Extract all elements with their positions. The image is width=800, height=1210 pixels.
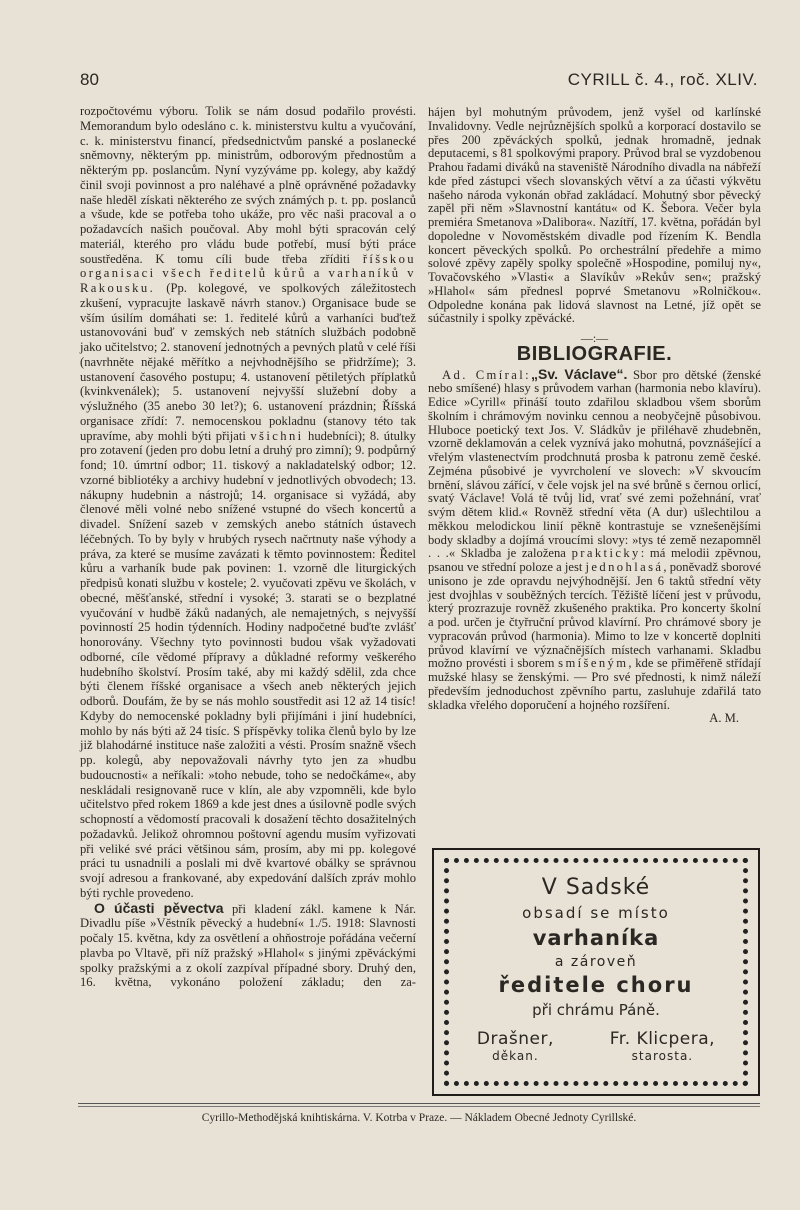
running-head: CYRILL č. 4., roč. XLIV. xyxy=(567,70,758,89)
paragraph xyxy=(428,106,761,326)
review-signature: A. M. xyxy=(709,712,739,726)
emphasized-text: Ad. Cmíral: xyxy=(442,367,532,382)
emphasized-text: říšskou organisaci všech ředitelů kůrů a varhaníků v Rakousku. xyxy=(80,251,416,295)
bibliography-entry xyxy=(428,365,761,713)
emphasized-text: jednohlasá xyxy=(585,560,664,574)
ad-text: obsadí se místo xyxy=(522,904,670,922)
bold-lead-in: „Sv. Václave“. xyxy=(531,365,628,382)
text-run: : má melodii zpěvnou, psanou ve střední poloze a jest xyxy=(428,546,761,574)
ad-signer-title: starosta. xyxy=(631,1049,694,1063)
page-number: 80 xyxy=(80,70,99,89)
text-run: hájen byl mohutným průvodem, jenž vyšel od karlínské Invalidovny. Vedle nejrůznějších spolků a korporací dostavilo se přes 200 zpěváckých spolků, jednak hromadně, jednak deputacemi, s 81 spolkovými prapory. Průvod bral se vyzdobenou Prahou řadami diváků na staveniště Národního divadla na nábřeží kde před zástupci všech slovanských větví a za účasti výkvětu našeho národa vykonán obřad zakládací. Mohutný sbor pěvecký zapěl při něm »Slavnostní kantátu« od K. Šebora. Večer byla premiéra Smetanova »Dalibora«. Nazítří, 17. května, pořádán byl dopoledne v Novoměstském divadle pod řízením K. Bendla koncert pěveckých spolků. Po orchestrální předehře a mimo solové zpěvy zapěly spolky společně »Hospodine, pomiluj ny«, Tovačovského »Vlasti« a Slavíkův »Rekův sen«; pražský »Hlahol« sám přednesl poprvé Smetanovu »Rolničkou«. Odpoledne konána pak lidová slavnost na Letné, jíž opět se súčastnily i spolky zpěvácké. xyxy=(428,105,761,326)
text-run: rozpočtovému výboru. Tolik se nám dosud podařilo provésti. Memorandum bylo odesláno c. k. ministerstvu kultu a vyučování, c. k. ministerstvu financí, předsednictvům panské a poslanecké sněmovny, některým pp. ministrům, odborovým přednostům a některým pp. poslancům. Nyní vyzýváme pp. kolegy, aby každý činil svoji povinnost a pro naléhavé a plně oprávněné požadavky naše hleděl získati některého ze svých známých p. t. pp. poslanců a všude, kde se potřeba toho ukáže, pro věc naši pracoval a o požadavcích našich poučoval. Aby mohl býti spracován celý materiál, kterého pro vládu bude potřebí, musí býti práce soustředěna. K tomu cíli bude třeba zříditi xyxy=(80,104,416,266)
text-run: hudebníci); 8. útulky pro zotavení (jeden pro dobu letní a druhý pro zimní); 9. podpůrný fond; 10. úmrtní odbor; 11. tiskový a nakladatelský odbor; 12. vzorné bibliotéky a archivy hudební v jednotlivých obvodech; 13. nákupny hudebnin a nástrojů; 14. organisace si vyžádá, aby členové měli volné nebo snížené vstupné do všech koncertů a divadel. Snížení sazeb v zemských anebo státních ústavech léčebných. To by byly v hrubých rysech načrtnuty naše výhody a práva, za které se musíme zavázati k těmto povinnostem: Ředitel kůru a varhaník bude pak povinen: 1. vzorně dle liturgických předpisů konati službu v kostele; 2. vyučovati zpěvu ve školách, v obecné, měšťanské, střední i vysoké; 3. starati se o bezplatné vyučování v hudbě žáků nadaných, ale nemajetných, s nejvyšší povinností 25 hodin týdenních. Hodiny nadpočetné buďte zvlášť honorovány. Všechny tyto povinnosti budou však vyžadovati odborné, cíle vědomé přípravy a důkladné reformy veškerého hudebního školství. Prosím také, aby mi každý sdělil, zda chce býti členem říšské organisace a všech aneb některých jejich odborů. Doufám, že by se nás mohlo soustředit asi 12 až 14 tisíc! Kdyby do nemocenské pokladny byli přijímáni i jiní hudebníci, mohlo by nás býti až 24 tisíc. S příspěvky tolika členů bylo by lze již blahodárné instituce naše založiti a vésti. Prosím snažně všech pp. kolegů, aby nepovažovali návrhy tyto jen za »hudbu budoucnosti« a neříkali: »toho nebude, toho se nedočkáme«, aby neskládali resignovaně ruce v klín, ale aby vzpomněli, kde bylo učitelstvo před rokem 1869 a kde jest dnes a úsilovně podle svých schopností a vědomostí pracovali k dosažení těchto dosažitelných požadavků. Jelikož ohromnou poštovní agendu musím vyřizovati při veliké své práci většinou sám, prosím, aby mi pp. kolegové práci tu usnadnili a poslali mi dvě kvartové obálky se správnou svojí adresou a frankované, aby expedování dalších zpráv mohlo býti rychle provedeno. xyxy=(80,428,416,900)
text-run: , poněvadž sborové unisono je zde opravdu nejvýhodnější. Jen 6 taktů střední věty jest dvojhlas v souběžných tercích. Těžiště líčení jest v průvodu, který prozrazuje rovněž zkušeného praktika. Pro koncerty školní a pod. určen je čtyřruční průvod klavírní. Pro chrámové sbory je vypracován průvod (harmonia). Mimo to lze v koncertě doplniti průvod klavírní ve význačnějších místech varhanami. Skladbu možno provésti i sborem xyxy=(428,560,761,671)
emphasized-text: smíšeným xyxy=(558,656,629,671)
left-column xyxy=(80,104,416,990)
text-run: Sbor pro dětské (ženské nebo smíšené) hlasy s průvodem varhan (harmonia nebo klavíru). Edice »Cyrill« přináší touto zdařilou skladbou všem sborům školním i chrámovým novinku cennou a neobyčejně působivou. Hluboce poetický text Jos. V. Sládkův je přiléhavě zhudebněn, vzorně deklamován a celek vyznívá jako mohutná, povznášející a vřelým vlastenectvím prodchnutá prosba k patronu země české. Zejména působivé je vyvrcholení ve slovech: »V skvoucím brnění, slávou zářící, v čele vojsk jel na své brůně s černou orlicí, svatý Václave! Volá tě tvůj lid, vrať své zemi požehnání, vrať svým dětem klid.« Rovněž střední věta (A dur) ušlechtilou a měkkou melodickou linií pěkně kontrastuje se vznešenějšími body skladby a dojímá vroucími slovy: »tys té země nezapomněl . . .« Skladba je založena xyxy=(428,367,761,561)
ad-signer xyxy=(477,1029,554,1063)
ad-signer xyxy=(610,1029,715,1063)
advertisement-dotted-border xyxy=(444,858,748,1086)
ad-signer-name: Fr. Klicpera, xyxy=(609,1029,716,1049)
paragraph xyxy=(80,901,416,991)
ad-position-choirmaster: ředitele choru xyxy=(498,973,694,997)
imprint-footer: Cyrillo-Methodějská knihtiskárna. V. Kotrba v Praze. — Nákladem Obecné Jednoty Cyrillské. xyxy=(201,1112,637,1124)
ad-position-organist: varhaníka xyxy=(532,926,660,950)
emphasized-text: všichni xyxy=(250,428,304,443)
text-run: při kladení zákl. kamene k Nár. Divadlu píše »Věstník pěvecký a hudební« 1./5. 1918: Slavnosti počaly 15. května, kdy za osvětlení a ohňostroje pořádána večerní plavba po Vltavě, při níž pražský »Hlahol« s jinými zpěváckými spolky pražskými a z okolí zazpíval případné sbory. Druhý den, 16. května, vykonáno položení základu; den za- xyxy=(80,901,417,990)
ad-signer-name: Drašner, xyxy=(476,1029,554,1049)
separator: —:— xyxy=(580,331,609,345)
footer-rule xyxy=(78,1103,760,1107)
section-title: BIBLIOGRAFIE. xyxy=(516,342,673,365)
ad-text: a zároveň xyxy=(554,954,638,970)
advertisement-box xyxy=(432,848,760,1096)
ad-place: V Sadské xyxy=(541,875,651,900)
right-column xyxy=(428,106,761,726)
emphasized-text: prakticky xyxy=(571,546,641,561)
right-column-article xyxy=(428,106,761,326)
paragraph xyxy=(80,104,416,901)
text-run: , kde se přiměřeně střídají mužské hlasy se ženskými. — Pro své přednosti, k nimž náleží především jednoduchost zpěvního partu, zasluhuje zdařilá tato skladka vřelého doporučení a hojného rozšíření. xyxy=(428,656,761,712)
ad-text: při chrámu Páně. xyxy=(532,1001,660,1019)
ad-signer-title: děkan. xyxy=(492,1049,539,1063)
ad-signatories xyxy=(449,1029,743,1063)
text-run: (Pp. kolegové, ve spolkových záležitostech zkušení, vypracujte laskavě návrh stanov.) Organisace bude se vším úsilím domáhati se: 1. ředitelé kůrů a varhaníci buďtež ustanovováni buď v zemských neb státních službách podobně jako učitelstvo; 2. stanovení jednotných a pevných platů v celé říši (navrhněte nějaké měřítko a nejvhodnějšího se přidržíme); 3. ustanovení časového postupu; 4. ustanovení pětiletých příplatků (kvinkvenálek); 5. ustanovení nejvyšší služební doby a výslužného (35 anebo 30 let?); 6. ustanovení prázdnin; Říšská organisace zřídí: 7. nemocenskou pokladnu (stanovy této tak upravíme, aby mohli býti přijati xyxy=(80,281,416,443)
bold-lead-in: O účasti pěvectva xyxy=(94,899,224,916)
paragraph xyxy=(428,365,761,713)
